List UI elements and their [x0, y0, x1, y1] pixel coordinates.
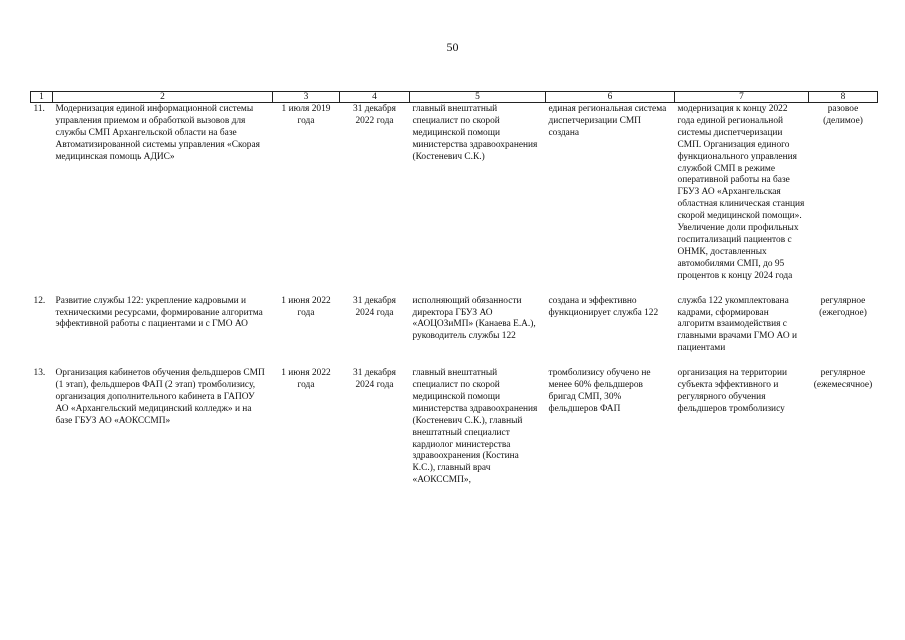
table-row [31, 295, 878, 356]
responsible: главный внештатный специалист по скорой медицинской помощи министерства здравоохранения (Костеневич С.К.), главный внештатный специалист кардиолог министерства здравоохранения (Костина К.С.), главный врач «АОКССМП», [412, 368, 538, 486]
end-date: 31 декабря 2024 года [353, 295, 396, 318]
activity-name: Организация кабинетов обучения фельдшеров СМП (1 этап), фельдшеров ФАП (2 этап) тромболизису, организация дополнительного кабинета в ГАПОУ АО «Архангельский медицинский колледж» и на базе ГБУЗ АО «АОКССМП» [55, 368, 265, 426]
result: создана и эффективно функционирует служба 122 [548, 295, 659, 318]
row-number: 13. [33, 368, 46, 379]
activity-type: разовое (делимое) [823, 104, 863, 126]
table-row [31, 367, 878, 487]
activity-type: регулярное (ежегодное) [819, 295, 867, 318]
end-date: 31 декабря 2022 года [353, 104, 396, 126]
indicator: служба 122 укомплектована кадрами, сформирован алгоритм взаимодействия с главными врачами ГМО АО и пациентами [677, 295, 797, 354]
plan-table [30, 91, 878, 487]
table-header-row [31, 92, 878, 103]
result: единая региональная система диспетчеризации СМП создана [548, 104, 667, 138]
indicator: организация на территории субъекта эффективного и регулярного обучения фельдшеров тромболизису [677, 368, 788, 414]
row-number: 11. [33, 104, 45, 114]
result: тромболизису обучено не менее 60% фельдшеров бригад СМП, 30% фельдшеров ФАП [548, 368, 651, 414]
column-header: 8 [809, 92, 878, 103]
page-number: 50 [446, 40, 459, 54]
column-header: 2 [53, 92, 273, 103]
activity-type: регулярное (ежемесячное) [813, 368, 873, 391]
end-date: 31 декабря 2024 года [353, 368, 396, 391]
start-date: 1 июня 2022 года [281, 368, 331, 391]
responsible: главный внештатный специалист по скорой медицинской помощи министерства здравоохранения (Костеневич С.К.) [412, 104, 538, 162]
column-header: 6 [546, 92, 675, 103]
start-date: 1 июня 2022 года [281, 295, 331, 318]
activity-name: Модернизация единой информационной системы управления приемом и обработкой вызовов для службы СМП Архангельской области на базе Автоматизированной системы управления «Скорая медицинская помощь АДИС» [55, 104, 260, 162]
column-header: 1 [31, 92, 53, 103]
column-header: 7 [675, 92, 809, 103]
table-row [31, 103, 878, 283]
responsible: исполняющий обязанности директора ГБУЗ АО «АОЦОЗиМП» (Канаева Е.А.), руководитель службы 122 [412, 295, 536, 342]
row-number: 12. [33, 295, 46, 306]
column-header: 3 [273, 92, 340, 103]
start-date: 1 июля 2019 года [281, 104, 331, 126]
activity-name: Развитие службы 122: укрепление кадровыми и техническими ресурсами, формирование алгоритма эффективной работы с пациентами и с ГМО АО [55, 295, 263, 330]
indicator: модернизация к концу 2022 года единой региональной системы диспетчеризации СМП. Организация единого функционального управления службой СМП в режиме оперативной работы на базе ГБУЗ АО «Архангельская областная клиническая станция скорой медицинской помощи». Увеличение доли профильных госпитализаций пациентов с ОНМК, доставленных автомобилями СМП, до 95 процентов к концу 2024 года [677, 104, 805, 281]
column-header: 4 [340, 92, 410, 103]
column-header: 5 [410, 92, 546, 103]
